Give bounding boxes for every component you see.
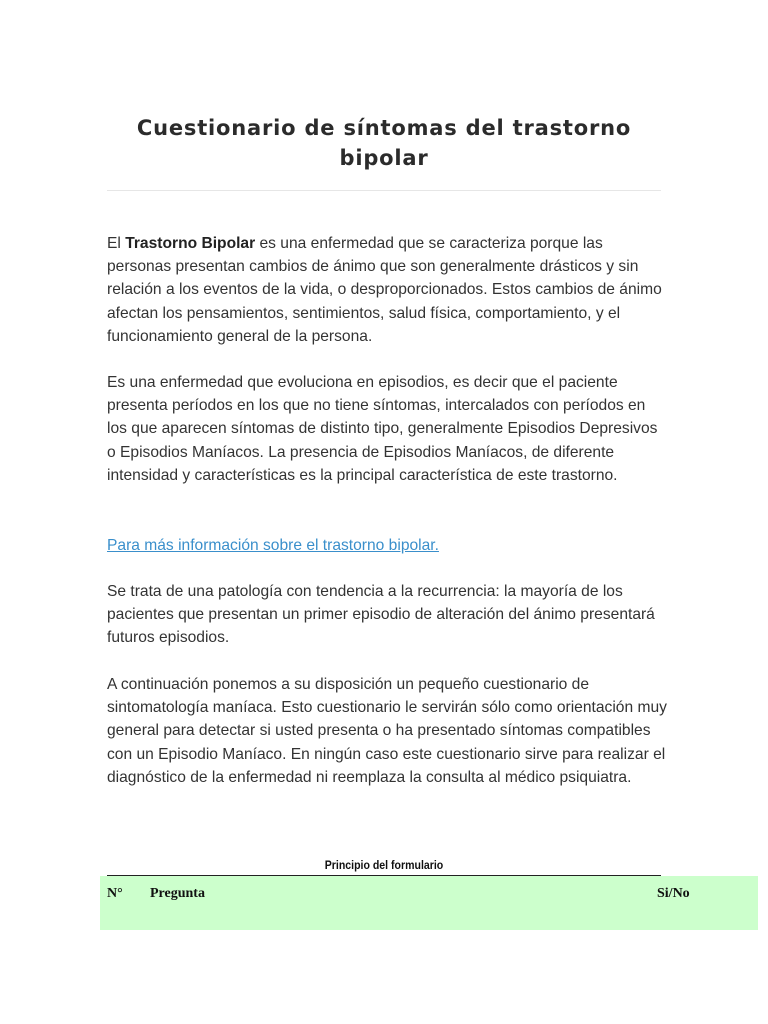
column-header-question: Pregunta [150,886,205,901]
intro-rest-text: es una enfermedad que se caracteriza porque las personas presentan cambios de ánimo que son generalmente drásticos y sin relación a los eventos de la vida, o desproporcionados. Estos cambios de ánimo afectan los pensamientos, sentimientos, salud física, comportamiento, y el funcionamiento general de la persona. [107,235,662,345]
more-info-link[interactable]: Para más información sobre el trastorno bipolar. [107,537,439,554]
title-divider [107,190,661,191]
questionnaire-table-header [100,876,758,930]
column-header-number: N° [107,886,123,901]
intro-paragraph-4: A continuación ponemos a su disposición un pequeño cuestionario de sintomatología maníaca. Esto cuestionario le servirán sólo como orientación muy general para detectar si usted presenta o ha presentado síntomas compatibles con un Episodio Maníaco. En ningún caso este cuestionario sirve para realizar el diagnóstico de la enfermedad ni reemplaza la consulta al médico psiquiatra. [107,676,667,786]
intro-paragraph-3: Se trata de una patología con tendencia a la recurrencia: la mayoría de los pacientes que presentan un primer episodio de alteración del ánimo presentará futuros episodios. [107,583,655,647]
form-start-label: Principio del formulario [324,858,444,872]
intro-paragraph-2: Es una enfermedad que evoluciona en episodios, es decir que el paciente presenta períodos en los que no tiene síntomas, intercalados con períodos en los que aparecen síntomas de distinto tipo, generalmente Episodios Depresivos o Episodios Maníacos. La presencia de Episodios Maníacos, de diferente intensidad y características es la principal característica de este trastorno. [107,374,658,484]
intro-bold-term: Trastorno Bipolar [125,235,256,252]
intro-lead-text: El [107,235,126,252]
more-info-paragraph [107,534,667,557]
column-header-yes-no: Si/No [657,886,690,901]
page-title: Cuestionario de síntomas del trastorno bipolar [136,116,632,170]
intro-paragraph-1 [107,232,667,348]
